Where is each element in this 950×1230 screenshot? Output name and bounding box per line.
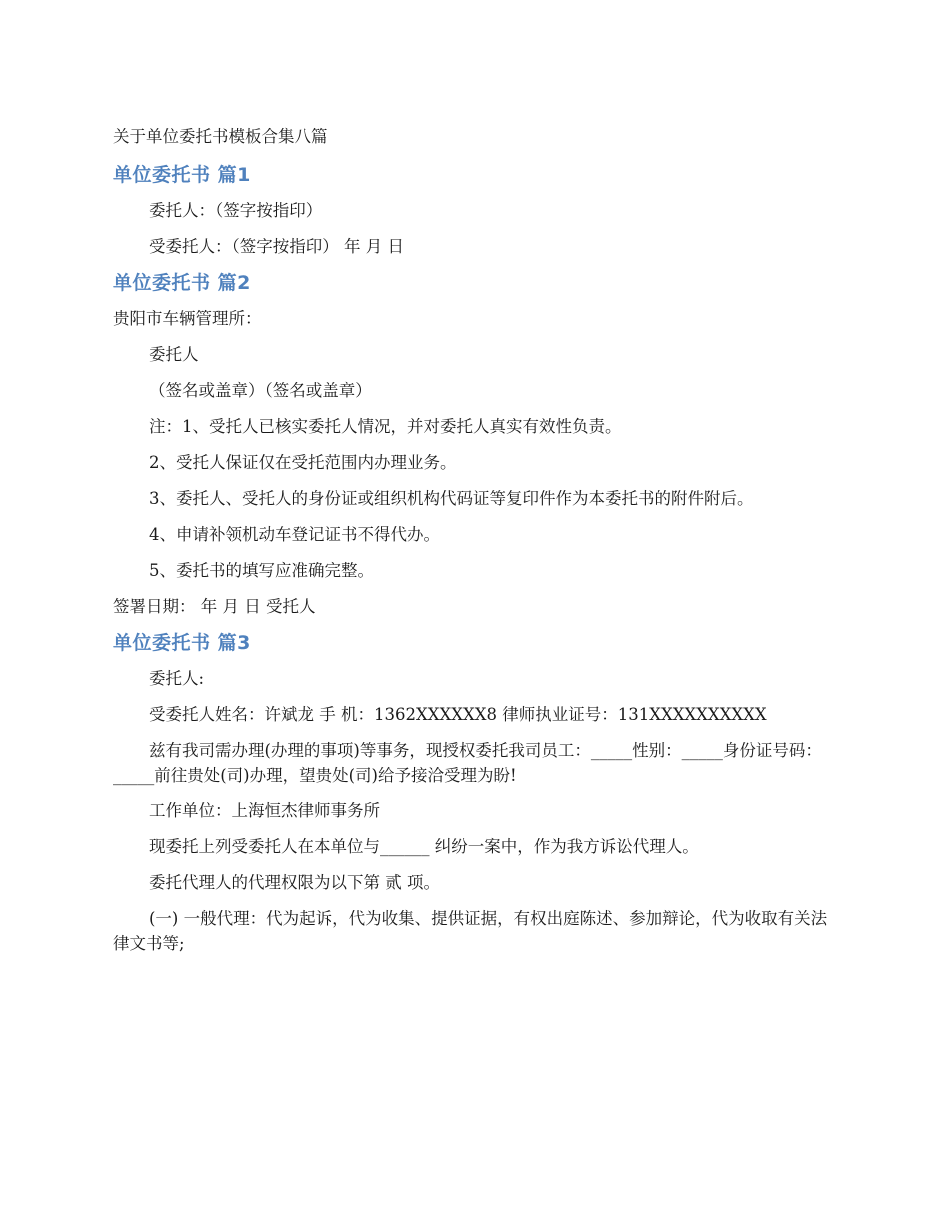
paragraph: 委托代理人的代理权限为以下第 贰 项。	[149, 873, 440, 892]
section-3	[113, 630, 841, 956]
section-heading: 单位委托书 篇2	[113, 272, 251, 294]
paragraph: 5、委托书的填写应准确完整。	[149, 561, 374, 580]
paragraph: 工作单位：上海恒杰律师事务所	[149, 801, 380, 820]
paragraph: (一) 一般代理：代为起诉，代为收集、提供证据，有权出庭陈述、参加辩论，代为收取有关法律文书等;	[113, 909, 828, 953]
paragraph: 委托人:	[149, 669, 205, 688]
paragraph: 签署日期： 年 月 日 受托人	[113, 597, 316, 616]
paragraph: 受委托人：（签字按指印） 年 月 日	[149, 237, 404, 256]
paragraph: 兹有我司需办理(办理的事项)等事务，现授权委托我司员工：_____性别：_____身份证号码：_____前往贵处(司)办理，望贵处(司)给予接洽受理为盼!	[113, 741, 822, 785]
paragraph: 现委托上列受委托人在本单位与______ 纠纷一案中，作为我方诉讼代理人。	[149, 837, 699, 856]
paragraph: （签名或盖章）（签名或盖章）	[149, 381, 372, 400]
paragraph: 委托人	[149, 345, 199, 364]
paragraph: 注：1、受托人已核实委托人情况，并对委托人真实有效性负责。	[149, 417, 622, 436]
section-2	[113, 270, 841, 620]
paragraph: 2、受托人保证仅在受托范围内办理业务。	[149, 453, 457, 472]
document-page	[113, 124, 841, 966]
document-title: 关于单位委托书模板合集八篇	[113, 127, 328, 146]
section-heading: 单位委托书 篇1	[113, 164, 251, 186]
paragraph: 受委托人姓名：许斌龙 手 机：1362XXXXXX8 律师执业证号：131XXXXXXXXXX	[149, 705, 767, 724]
section-1	[113, 162, 841, 260]
paragraph: 4、申请补领机动车登记证书不得代办。	[149, 525, 440, 544]
section-heading: 单位委托书 篇3	[113, 632, 251, 654]
paragraph: 3、委托人、受托人的身份证或组织机构代码证等复印件作为本委托书的附件附后。	[149, 489, 754, 508]
paragraph: 委托人：（签字按指印）	[149, 201, 323, 220]
paragraph: 贵阳市车辆管理所：	[113, 309, 262, 328]
